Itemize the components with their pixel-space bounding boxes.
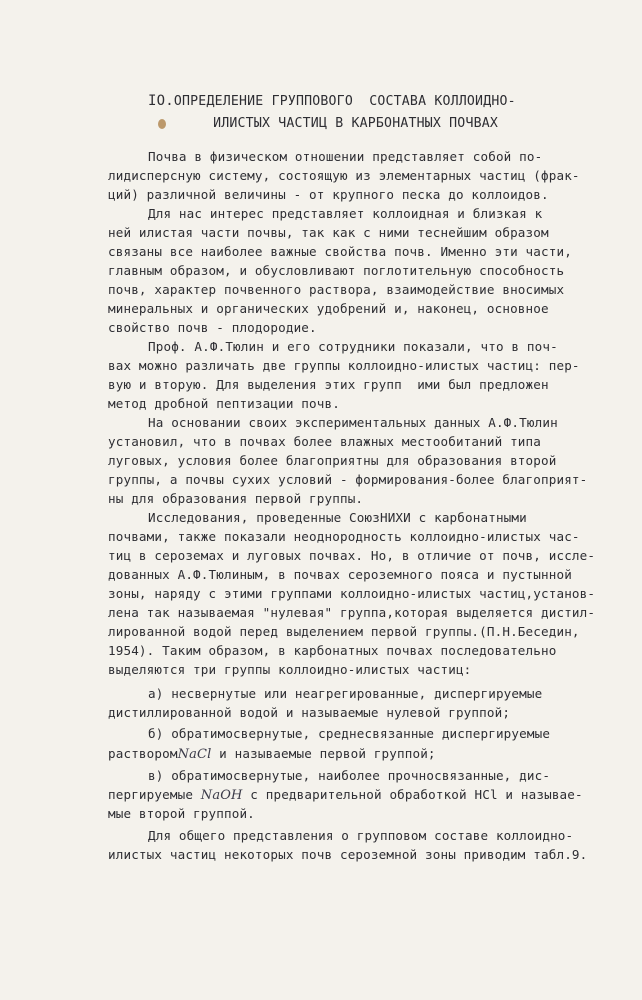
text-line: ны для образования первой группы. bbox=[108, 491, 364, 506]
text-line: группы, а почвы сухих условий - формирования-более благоприят- bbox=[108, 472, 588, 487]
text-line: 1954). Таким образом, в карбонатных почвах последовательно bbox=[108, 643, 557, 658]
text-line: Проф. А.Ф.Тюлин и его сотрудники показали, что в поч- bbox=[148, 339, 558, 354]
text-line: тиц в сероземах и луговых почвах. Но, в отличие от почв, иссле- bbox=[108, 548, 596, 563]
section-number: IO. bbox=[148, 93, 174, 109]
text-line: ней илистая части почвы, так как с ними теснейшим образом bbox=[108, 225, 549, 240]
text-line: почвами, также показали неоднородность коллоидно-илистых час- bbox=[108, 529, 580, 544]
text-line: растворомNaCl и называемые первой группой; bbox=[108, 746, 436, 762]
list-item-a: а) несвернутые или неагрегированные, диспергируемые bbox=[148, 686, 543, 701]
text-line: дистиллированной водой и называемые нулевой группой; bbox=[108, 705, 511, 720]
text-line: ций) различной величины - от крупного песка до коллоидов. bbox=[108, 187, 549, 202]
text-line: Исследования, проведенные СоюзНИХИ с карбонатными bbox=[148, 510, 527, 525]
title-line-2: ИЛИСТЫХ ЧАСТИЦ В КАРБОНАТНЫХ ПОЧВАХ bbox=[213, 116, 499, 131]
text-line: зоны, наряду с этими группами коллоидно-илистых частиц,установ- bbox=[108, 586, 596, 601]
text-line: лена так называемая "нулевая" группа,которая выделяется дистил- bbox=[108, 605, 596, 620]
section-title bbox=[148, 90, 588, 135]
text-line: вую и вторую. Для выделения этих групп ими был предложен bbox=[108, 377, 549, 392]
text-line: вах можно различать две группы коллоидно-илистых частиц: пер- bbox=[108, 358, 580, 373]
list-item-b: б) обратимосвернутые, среднесвязанные диспергируемые bbox=[148, 726, 551, 741]
text-line: мые второй группой. bbox=[108, 806, 255, 821]
text-line: луговых, условия более благоприятны для образования второй bbox=[108, 453, 557, 468]
text-line: минеральных и органических удобрений и, наконец, основное bbox=[108, 301, 549, 316]
text-line: главным образом, и обусловливают поглотительную способность bbox=[108, 263, 565, 278]
text-line: Почва в физическом отношении представляет собой по- bbox=[148, 149, 543, 164]
text-line: пергируемые NaOH с предварительной обработкой HCl и называе- bbox=[108, 787, 583, 803]
text-line: выделяются три группы коллоидно-илистых частиц: bbox=[108, 662, 472, 677]
text-line: установил, что в почвах более влажных местообитаний типа bbox=[108, 434, 541, 449]
list-item-c: в) обратимосвернутые, наиболее прочносвязанные, дис- bbox=[148, 768, 551, 783]
text-line: илистых частиц некоторых почв сероземной зоны приводим табл.9. bbox=[108, 847, 588, 862]
text-line: лированной водой перед выделением первой группы.(П.Н.Беседин, bbox=[108, 624, 580, 639]
text-line: связаны все наиболее важные свойства почв. Именно эти части, bbox=[108, 244, 572, 259]
title-line-1: ОПРЕДЕЛЕНИЕ ГРУППОВОГО СОСТАВА КОЛЛОИДНО- bbox=[173, 94, 516, 109]
text-line: дованных А.Ф.Тюлиным, в почвах сероземного пояса и пустынной bbox=[108, 567, 572, 582]
text-line: свойство почв - плодородие. bbox=[108, 320, 317, 335]
paper-stain bbox=[158, 119, 166, 129]
text-line: лидисперсную систему, состоящую из элементарных частиц (фрак- bbox=[108, 168, 580, 183]
text-line: Для нас интерес представляет коллоидная и близкая к bbox=[148, 206, 543, 221]
text-line: почв, характер почвенного раствора, взаимодействие вносимых bbox=[108, 282, 565, 297]
text-line: На основании своих экспериментальных данных А.Ф.Тюлин bbox=[148, 415, 558, 430]
text-line: Для общего представления о групповом составе коллоидно- bbox=[148, 828, 574, 843]
handwritten-formula: NaOH bbox=[200, 788, 243, 803]
handwritten-formula: NaCl bbox=[177, 747, 212, 762]
text-line: метод дробной пептизации почв. bbox=[108, 396, 340, 411]
